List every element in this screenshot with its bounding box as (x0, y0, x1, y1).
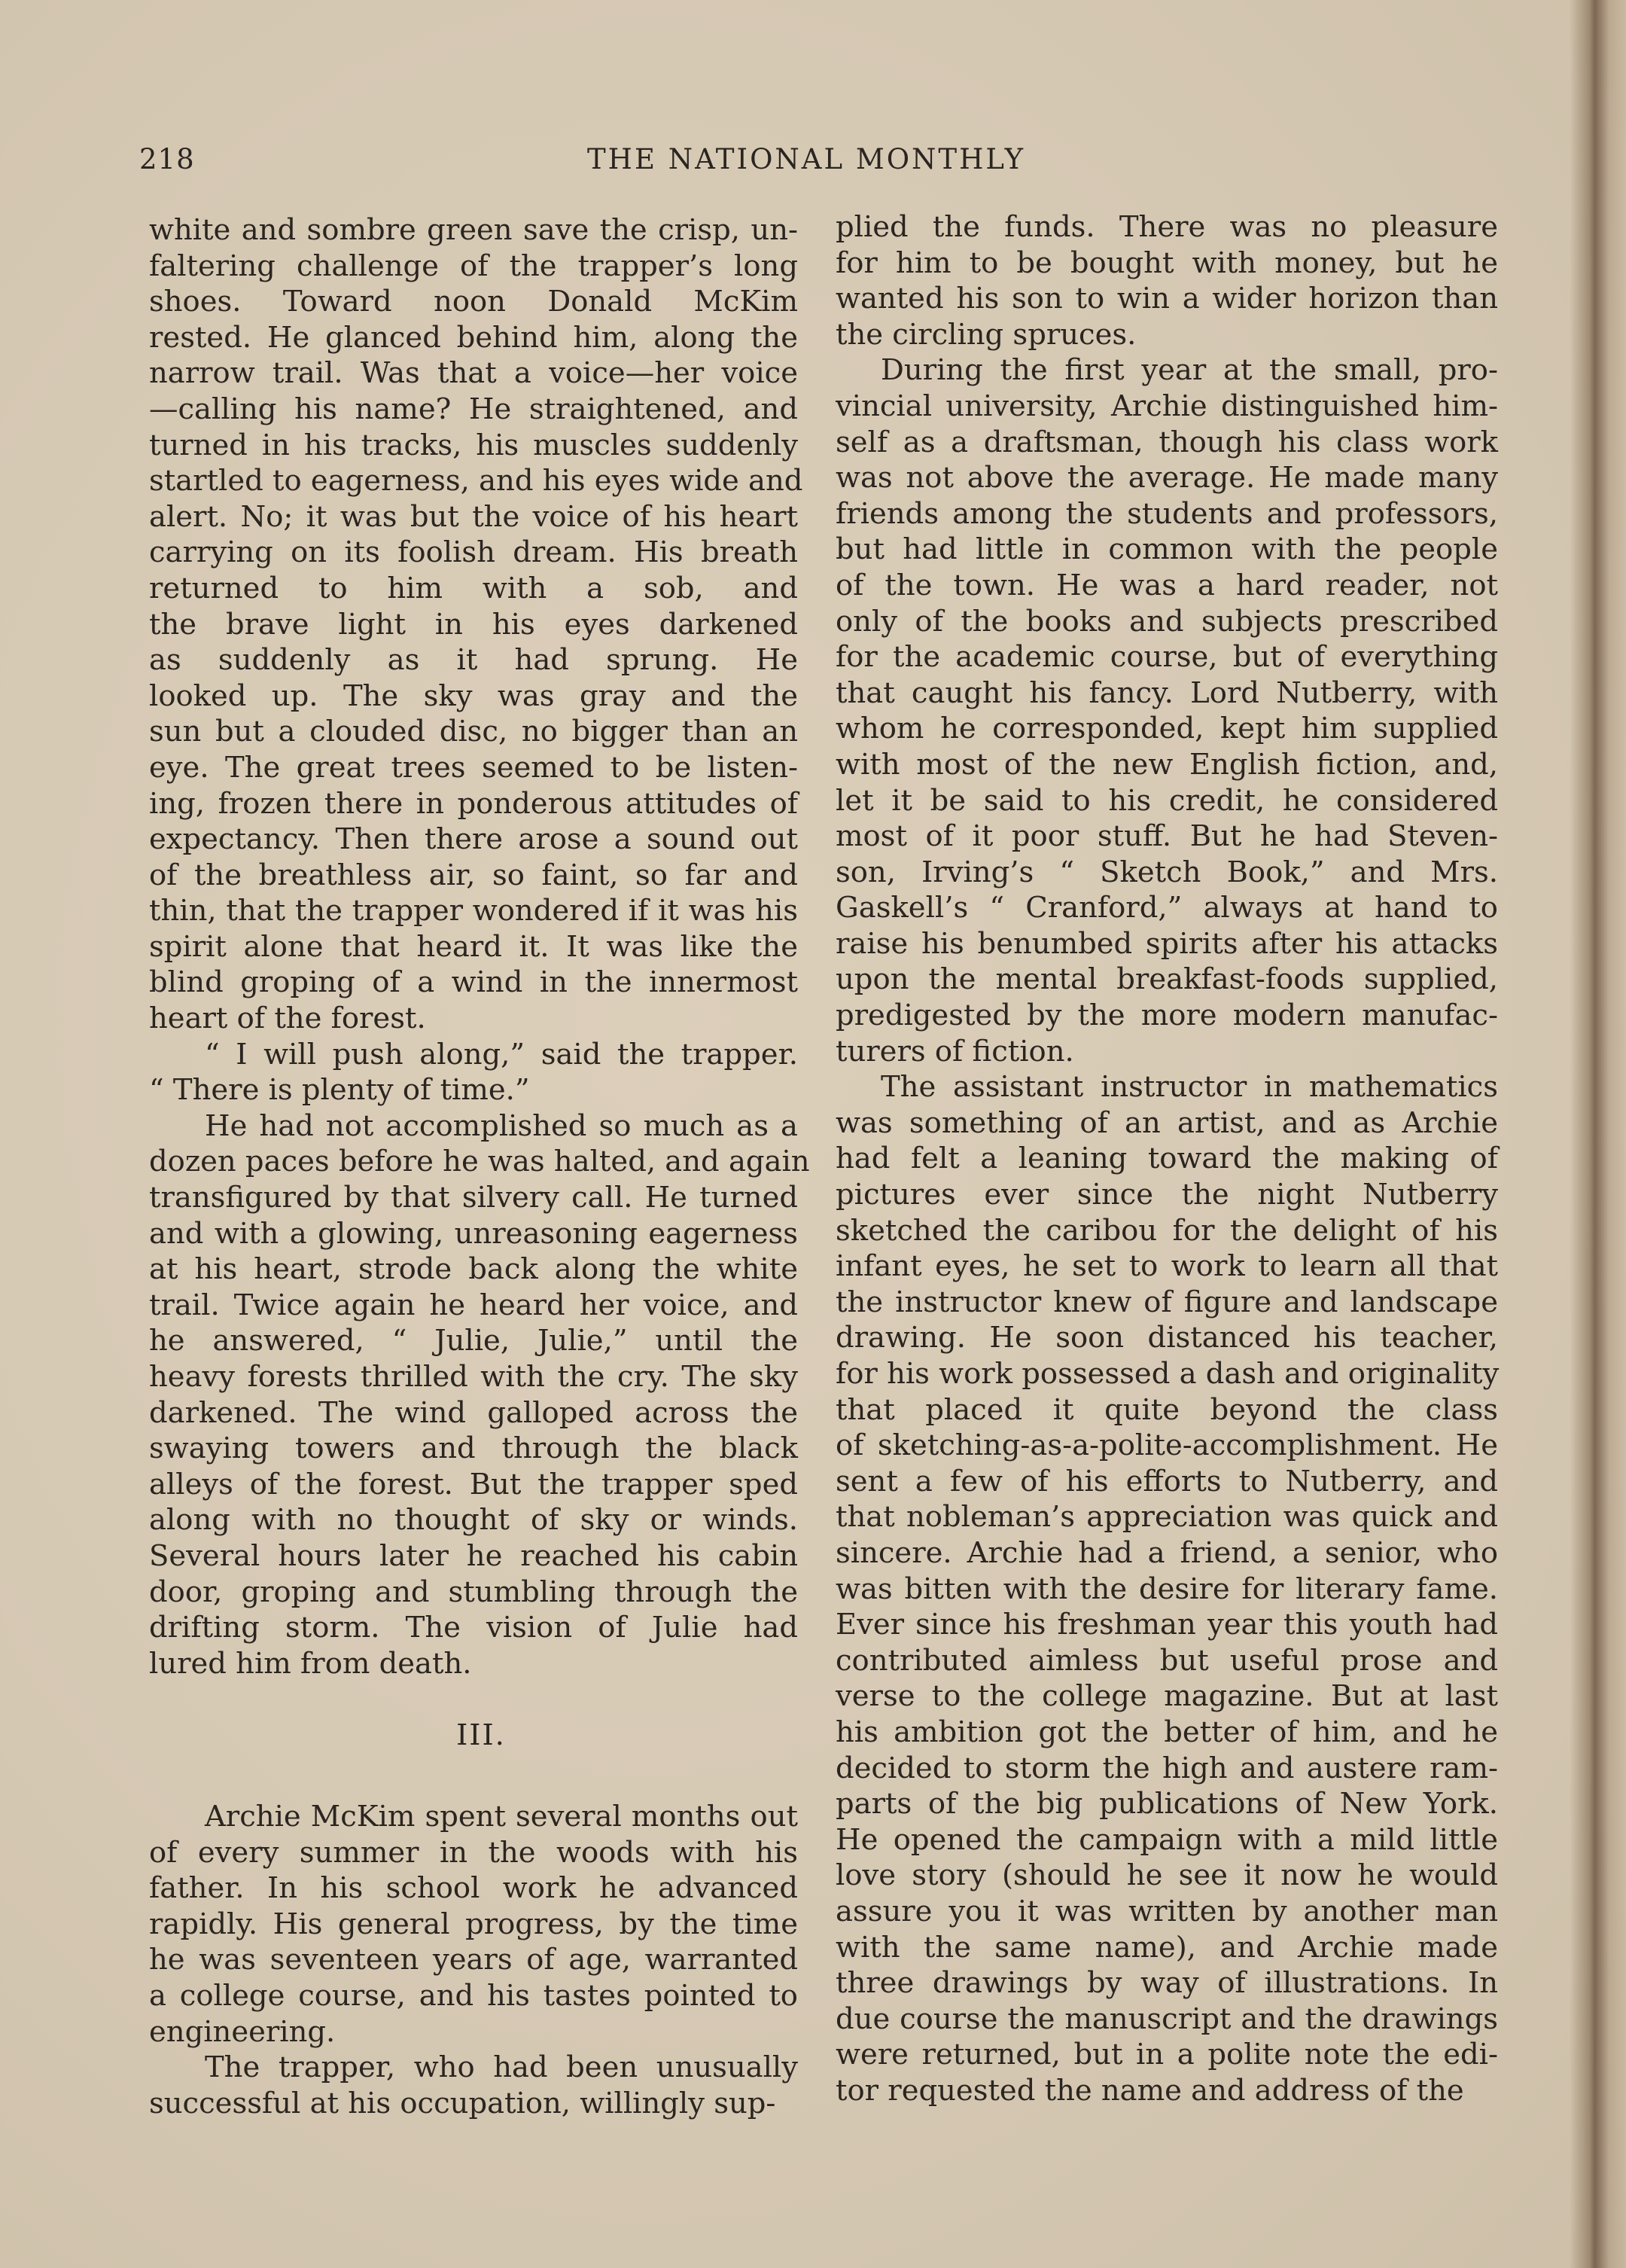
text-line: carrying on its foolish dream. His breath (149, 535, 798, 570)
text-line: for his work possessed a dash and originality (836, 1357, 1500, 1391)
text-line: assure you it was written by another man (836, 1894, 1498, 1928)
paragraph-para2 (836, 352, 1498, 1069)
text-line: tor requested the name and address of the (836, 2073, 1464, 2108)
text-line: most of it poor stuff. But he had Steven- (836, 819, 1498, 854)
text-line: drifting storm. The vision of Julie had (149, 1611, 798, 1645)
text-line: thin, that the trapper wondered if it was his (149, 894, 798, 928)
text-line: “ There is plenty of time.” (149, 1073, 530, 1108)
text-line: sent a few of his efforts to Nutberry, and (836, 1464, 1498, 1498)
text-line: alert. No; it was but the voice of his heart (149, 499, 798, 534)
section-heading: III. (456, 1718, 506, 1753)
paragraph-para3 (836, 1069, 1498, 2108)
text-line: door, groping and stumbling through the (149, 1574, 798, 1609)
text-line: faltering challenge of the trapper’s long (149, 248, 798, 283)
text-line: plied the funds. There was no pleasure (836, 210, 1498, 244)
paragraph-para1 (836, 209, 1498, 352)
text-line: heavy forests thrilled with the cry. The sky (149, 1360, 798, 1394)
text-line: rested. He glanced behind him, along the (149, 320, 798, 355)
page-header (139, 143, 1035, 188)
text-line: He opened the campaign with a mild little (836, 1822, 1498, 1857)
text-line: the instructor knew of figure and landscape (836, 1285, 1498, 1319)
text-line: due course the manuscript and the drawings (836, 2001, 1498, 2036)
text-line: was not above the average. He made many (836, 461, 1498, 495)
text-line: for him to be bought with money, but he (836, 245, 1498, 280)
text-line: he answered, “ Julie, Julie,” until the (149, 1324, 798, 1358)
paragraph-para5 (149, 2050, 798, 2121)
text-line: at his heart, strode back along the white (149, 1252, 798, 1287)
text-line: engineering. (149, 2014, 336, 2049)
text-line: along with no thought of sky or winds. (149, 1503, 798, 1538)
text-line: father. In his school work he advanced (149, 1871, 798, 1906)
text-line: alleys of the forest. But the trapper sped (149, 1467, 798, 1501)
text-line: The trapper, who had been unusually (205, 2050, 798, 2085)
text-line: drawing. He soon distanced his teacher, (836, 1321, 1498, 1355)
text-line: self as a draftsman, though his class work (836, 425, 1498, 459)
text-line: upon the mental breakfast-foods supplied, (836, 962, 1498, 997)
text-line: three drawings by way of illustrations. In (836, 1966, 1498, 2001)
text-line: contributed aimless but useful prose and (836, 1643, 1498, 1678)
text-line: During the first year at the small, pro- (881, 353, 1498, 388)
text-line: transfigured by that silvery call. He turned (149, 1181, 798, 1215)
paragraph-para3 (149, 1108, 810, 1682)
right-column (836, 209, 1498, 2108)
text-line: white and sombre green save the crisp, un- (149, 213, 798, 247)
text-line: vincial university, Archie distinguished him- (836, 389, 1498, 423)
text-line: verse to the college magazine. But at last (836, 1679, 1498, 1714)
paragraph-para1 (149, 212, 803, 1037)
text-line: sincere. Archie had a friend, a senior, who (836, 1535, 1498, 1570)
text-line: ing, frozen there in ponderous attitudes of (149, 786, 798, 821)
text-line: raise his benumbed spirits after his attacks (836, 926, 1498, 961)
text-line: decided to storm the high and austere ram- (836, 1751, 1498, 1785)
paragraph-para4 (149, 1799, 798, 2050)
text-line: wanted his son to win a wider horizon than (836, 282, 1498, 316)
left-column (149, 212, 810, 2121)
text-line: dozen paces before he was halted, and again (149, 1145, 810, 1179)
text-line: Ever since his freshman year this youth had (836, 1608, 1498, 1642)
text-line: love story (should he see it now he would (836, 1858, 1498, 1893)
text-line: expectancy. Then there arose a sound out (149, 822, 798, 857)
text-line: for the academic course, but of everything (836, 640, 1498, 675)
text-line: of the town. He was a hard reader, not (836, 568, 1498, 602)
text-line: were returned, but in a polite note the edi- (836, 2038, 1498, 2072)
text-line: the brave light in his eyes darkened (149, 607, 798, 642)
text-line: shoes. Toward noon Donald McKim (149, 285, 798, 319)
text-line: with the same name), and Archie made (836, 1930, 1498, 1965)
running-title: THE NATIONAL MONTHLY (587, 143, 1026, 175)
text-line: was bitten with the desire for literary fame. (836, 1571, 1498, 1606)
text-line: returned to him with a sob, and (149, 571, 798, 605)
text-line: startled to eagerness, and his eyes wide and (149, 464, 803, 498)
text-line: parts of the big publications of New York. (836, 1787, 1498, 1821)
text-line: Several hours later he reached his cabin (149, 1538, 798, 1573)
text-line: eye. The great trees seemed to be listen- (149, 750, 798, 785)
text-line: sun but a clouded disc, no bigger than an (149, 715, 798, 749)
text-line: of every summer in the woods with his (149, 1835, 798, 1870)
text-line: son, Irving’s “ Sketch Book,” and Mrs. (836, 855, 1498, 889)
text-line: predigested by the more modern manufac- (836, 998, 1498, 1033)
binding-gutter (1570, 0, 1626, 2268)
text-line: turned in his tracks, his muscles suddenly (149, 428, 798, 462)
text-line: blind groping of a wind in the innermost (149, 965, 798, 1000)
text-line: pictures ever since the night Nutberry (836, 1178, 1498, 1212)
text-line: that nobleman’s appreciation was quick and (836, 1500, 1498, 1535)
paragraph-para2 (149, 1037, 798, 1108)
text-line: friends among the students and professors, (836, 496, 1498, 531)
page-number: 218 (139, 143, 195, 175)
text-line: The assistant instructor in mathematics (881, 1070, 1498, 1105)
text-line: he was seventeen years of age, warranted (149, 1943, 798, 1977)
text-line: that placed it quite beyond the class (836, 1392, 1498, 1427)
text-line: had felt a leaning toward the making of (836, 1142, 1498, 1176)
text-line: and with a glowing, unreasoning eagerness (149, 1216, 798, 1251)
text-line: spirit alone that heard it. It was like the (149, 929, 798, 964)
text-line: of the breathless air, so faint, so far and (149, 858, 798, 892)
text-line: whom he corresponded, kept him supplied (836, 712, 1498, 746)
text-line: Archie McKim spent several months out (205, 1799, 798, 1834)
text-line: that caught his fancy. Lord Nutberry, with (836, 675, 1498, 710)
text-line: was something of an artist, and as Archie (836, 1105, 1498, 1140)
text-line: of sketching-as-a-polite-accomplishment. He (836, 1428, 1498, 1463)
text-line: as suddenly as it had sprung. He (149, 643, 798, 678)
text-line: the circling spruces. (836, 317, 1137, 352)
text-line: let it be said to his credit, he considered (836, 783, 1498, 818)
text-line: “ I will push along,” said the trapper. (205, 1037, 798, 1072)
text-line: Gaskell’s “ Cranford,” always at hand to (836, 891, 1498, 925)
text-line: sketched the caribou for the delight of his (836, 1213, 1498, 1248)
text-line: —calling his name? He straightened, and (149, 392, 798, 426)
text-line: only of the books and subjects prescribed (836, 604, 1498, 639)
text-line: swaying towers and through the black (149, 1431, 798, 1466)
text-line: looked up. The sky was gray and the (149, 678, 798, 713)
text-line: narrow trail. Was that a voice—her voice (149, 356, 798, 391)
text-line: successful at his occupation, willingly sup- (149, 2086, 776, 2120)
text-line: trail. Twice again he heard her voice, and (149, 1288, 798, 1322)
text-line: his ambition got the better of him, and he (836, 1715, 1498, 1749)
text-line: but had little in common with the people (836, 532, 1498, 567)
text-line: a college course, and his tastes pointed to (149, 1978, 798, 2013)
text-line: heart of the forest. (149, 1001, 426, 1036)
text-line: lured him from death. (149, 1646, 472, 1681)
text-line: darkened. The wind galloped across the (149, 1395, 798, 1430)
text-line: He had not accomplished so much as a (205, 1108, 798, 1143)
text-line: with most of the new English fiction, and, (836, 747, 1498, 782)
text-line: rapidly. His general progress, by the time (149, 1907, 798, 1941)
text-line: infant eyes, he set to work to learn all that (836, 1249, 1498, 1284)
text-line: turers of fiction. (836, 1034, 1074, 1068)
